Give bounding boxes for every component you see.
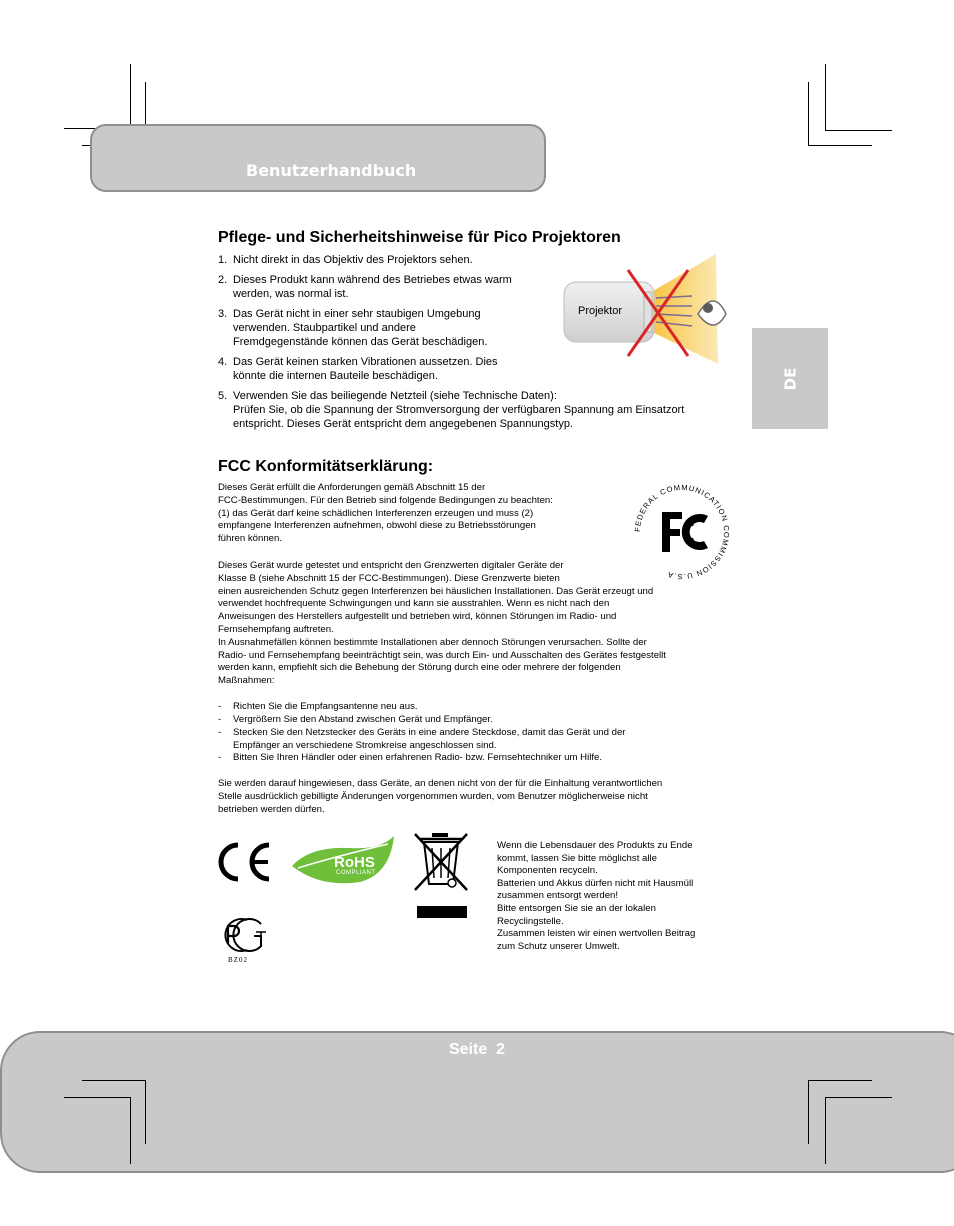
pct-code: BZ02	[228, 956, 248, 964]
bullet-dash: -	[218, 727, 222, 738]
rohs-sublabel: COMPLIANT	[336, 870, 376, 876]
text-line: Fernsehempfang auftreten.	[218, 623, 334, 635]
care-heading: Pflege- und Sicherheitshinweise für Pico Projektoren	[218, 229, 621, 246]
crop-mark	[825, 130, 892, 131]
pct-logo	[216, 916, 268, 968]
item-text: werden, was normal ist.	[233, 288, 349, 300]
crop-mark	[808, 1080, 872, 1081]
text-line: Maßnahmen:	[218, 675, 275, 687]
text-line: Zusammen leisten wir einen wertvollen Beitrag	[497, 928, 696, 940]
item-text: könnte die internen Bauteile beschädigen.	[233, 370, 438, 382]
item-text: entspricht. Dieses Gerät entspricht dem angegebenen Spannungstyp.	[233, 418, 573, 430]
ce-logo	[216, 842, 274, 882]
page-number: Seite 2	[448, 1041, 506, 1058]
text-line: Dieses Gerät wurde getestet und entspricht den Grenzwerten digitaler Geräte der	[218, 560, 564, 571]
fcc-logo	[630, 480, 734, 584]
text-line: Radio- und Fernsehempfang beeinträchtigt sein, was durch Ein- und Ausschalten des Gerätes festgestellt	[218, 649, 666, 661]
crop-mark	[808, 82, 809, 146]
list-item	[218, 390, 743, 432]
fcc-heading: FCC Konformitätserklärung:	[218, 458, 434, 475]
language-tab-label: DE	[780, 367, 799, 390]
text-line: In Ausnahmefällen können bestimmte Installationen aber dennoch Störungen verursachen. Sollte der	[218, 636, 647, 648]
ce-mark-icon	[216, 842, 274, 882]
bullet-dash: -	[218, 714, 222, 725]
projector-illustration	[556, 252, 736, 372]
list-item	[218, 714, 743, 727]
crop-mark	[808, 1080, 809, 1144]
text-line: kommt, lassen Sie bitte möglichst alle	[497, 852, 657, 864]
text-line: verwendet hochfrequente Schwingungen und kann sie ausstrahlen. Wenn es nicht nach den	[218, 598, 610, 610]
item-text: Das Gerät keinen starken Vibrationen aussetzen. Dies	[233, 356, 498, 368]
text-line: Sie werden darauf hingewiesen, dass Geräte, an denen nicht von der für die Einhaltung verantwortlichen	[218, 778, 663, 789]
bullet-text: Vergrößern Sie den Abstand zwischen Gerät und Empfänger.	[233, 714, 493, 725]
header-title: Benutzerhandbuch	[246, 161, 417, 180]
fcc-seal-icon	[630, 480, 734, 584]
text-line: Komponenten recyceln.	[497, 865, 598, 877]
item-number: 2.	[218, 274, 228, 286]
list-item	[218, 254, 558, 268]
item-text: Das Gerät nicht in einer sehr staubigen Umgebung	[233, 308, 481, 320]
text-line: Dieses Gerät erfüllt die Anforderungen gemäß Abschnitt 15 der	[218, 482, 486, 493]
text-line: werden kann, empfiehlt sich die Behebung der Störung durch eine oder mehrere der folgenden	[218, 662, 621, 674]
bullet-dash: -	[218, 752, 222, 763]
text-line: Wenn die Lebensdauer des Produkts zu Ende	[497, 840, 693, 851]
item-text: Verwenden Sie das beiliegende Netzteil (siehe Technische Daten):	[233, 390, 557, 402]
item-text: verwenden. Staubpartikel und andere	[233, 322, 416, 334]
list-item	[218, 308, 558, 350]
bullet-dash: -	[218, 701, 222, 712]
text-line: Anweisungen des Herstellers aufgestellt und betrieben wird, können Störungen im Radio- und	[218, 611, 617, 623]
item-number: 1.	[218, 254, 228, 266]
list-item	[218, 727, 743, 753]
list-item	[218, 274, 558, 302]
list-item	[218, 752, 743, 765]
text-line: betrieben werden dürfen.	[218, 803, 325, 815]
crop-mark	[825, 1097, 826, 1164]
recycling-note	[497, 840, 737, 953]
crop-mark	[808, 145, 872, 146]
rohs-logo	[290, 834, 396, 886]
projector-label: Projektor	[578, 305, 623, 317]
crop-mark	[82, 1080, 146, 1081]
crop-mark	[64, 1097, 131, 1098]
fcc-paragraph-1	[218, 482, 618, 546]
list-item	[218, 356, 558, 384]
text-line: FCC-Bestimmungen. Für den Betrieb sind folgende Bedingungen zu beachten:	[218, 494, 553, 506]
item-number: 3.	[218, 308, 228, 320]
item-text: Nicht direkt in das Objektiv des Projektors sehen.	[233, 254, 473, 266]
item-text: Dieses Produkt kann während des Betriebes etwas warm	[233, 274, 512, 286]
text-line: einen ausreichenden Schutz gegen Interferenzen bei häuslichen Installationen. Das Gerät erzeugt und	[218, 585, 654, 597]
rohs-label: RoHS	[334, 854, 375, 871]
item-number: 5.	[218, 390, 228, 402]
crop-mark	[825, 64, 826, 131]
text-line: (1) das Gerät darf keine schädlichen Interferenzen erzeugen und muss (2)	[218, 507, 534, 519]
item-text: Fremdgegenstände können das Gerät beschädigen.	[233, 336, 488, 348]
item-number: 4.	[218, 356, 228, 368]
bullet-text: Empfänger an verschiedene Stromkreise angeschlossen sind.	[233, 740, 497, 751]
bullet-text: Bitten Sie Ihren Händler oder einen erfahrenen Radio- bzw. Fernsehtechniker um Hilfe.	[233, 752, 603, 763]
weee-logo	[412, 830, 472, 920]
item-text: Prüfen Sie, ob die Spannung der Stromversorgung der verfügbaren Spannung am Einsatzort	[233, 404, 685, 416]
fcc-paragraph-3	[218, 778, 743, 816]
text-line: führen können.	[218, 533, 283, 545]
text-line: Klasse B (siehe Abschnitt 15 der FCC-Bestimmungen). Diese Grenzwerte bieten	[218, 572, 560, 584]
text-line: Batterien und Akkus dürfen nicht mit Hausmüll	[497, 877, 694, 889]
header-bar	[90, 124, 546, 192]
text-line: empfangene Interferenzen aufnehmen, obwohl diese zu Betriebsstörungen	[218, 520, 536, 532]
bullet-text: Stecken Sie den Netzstecker des Geräts in eine andere Steckdose, damit das Gerät und der	[233, 727, 626, 738]
list-item	[218, 701, 743, 714]
text-line: Stelle ausdrücklich gebilligte Änderungen vorgenommen wurden, vom Benutzer möglicherweise nicht	[218, 790, 648, 802]
crop-mark	[825, 1097, 892, 1098]
crossed-bin-icon	[412, 830, 472, 920]
language-tab-label-wrap	[752, 328, 828, 429]
crop-mark	[145, 1080, 146, 1144]
text-line: Bitte entsorgen Sie sie an der lokalen	[497, 902, 656, 914]
bullet-text: Richten Sie die Empfangsantenne neu aus.	[233, 701, 418, 712]
fcc-ring-text: FEDERAL COMMUNICATION COMMISSION U.S.A	[632, 482, 732, 582]
text-line: zusammen entsorgt werden!	[497, 890, 619, 902]
pct-certification-icon	[216, 916, 268, 954]
text-line: zum Schutz unserer Umwelt.	[497, 940, 620, 952]
text-line: Recyclingstelle.	[497, 915, 564, 927]
crop-mark	[130, 1097, 131, 1164]
